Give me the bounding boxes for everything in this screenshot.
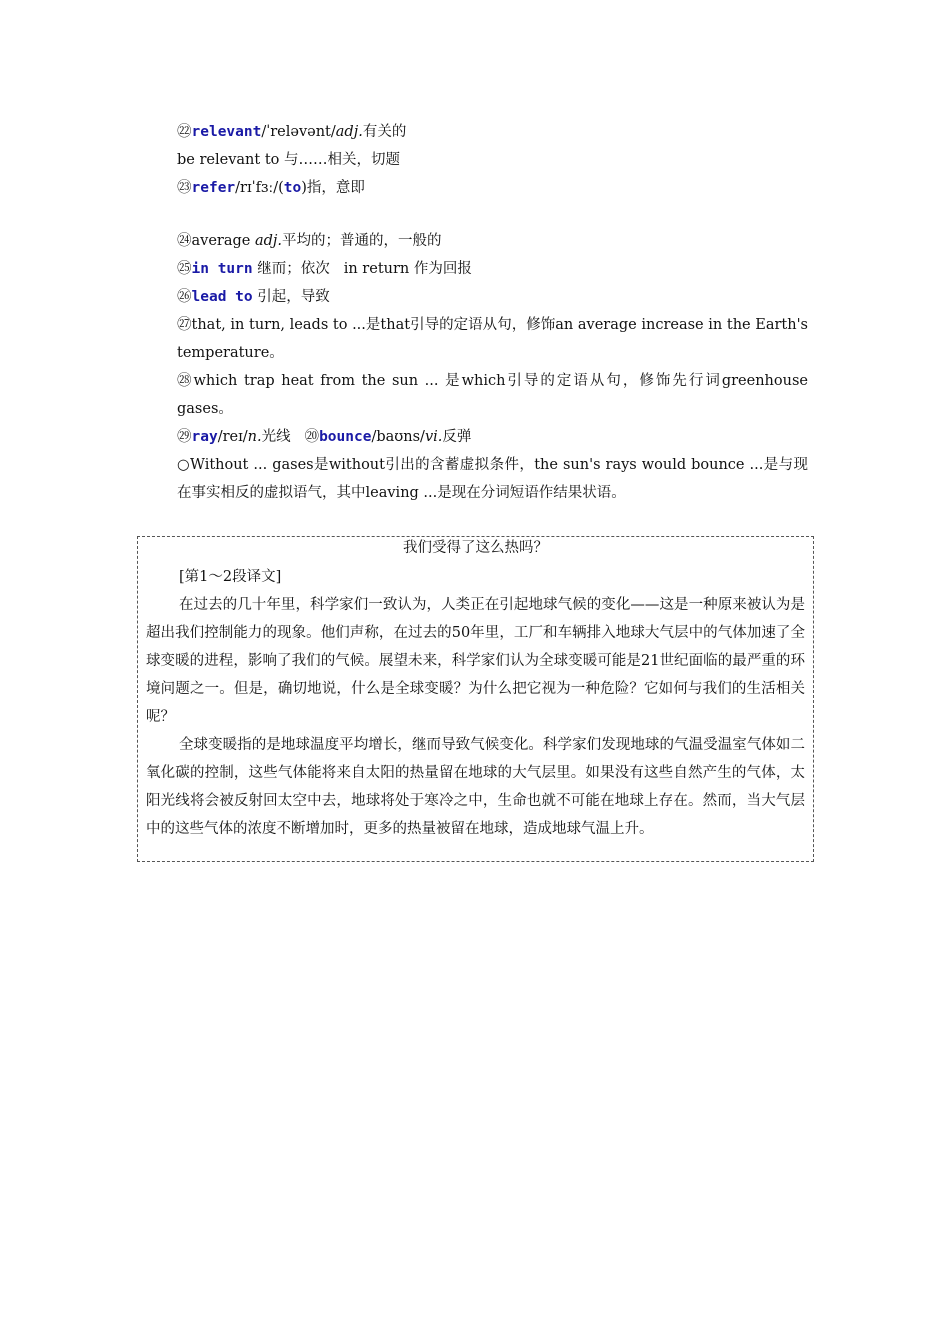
translation-title: 我们受得了这么热吗？ — [403, 540, 548, 556]
phonetic: /ˈreləvənt/ — [261, 124, 336, 140]
definition: 光线 — [261, 429, 291, 445]
note-that-in-turn: ㉗that, in turn, leads to ...是that引导的定语从句，修饰an average increase in the Earth's temperature。 — [177, 317, 808, 361]
definition: 有关的 — [362, 124, 407, 140]
phonetic: /baʊns/ — [371, 429, 425, 445]
keyword-ray: ray — [191, 429, 218, 445]
keyword-in-turn: in turn — [191, 261, 253, 277]
keyword-lead-to: lead to — [191, 289, 253, 305]
definition: 引起，导致 — [252, 289, 330, 305]
note-without-gases: ○Without ... gases是without引出的含蓄虚拟条件，the sun's rays would bounce ...是与现在事实相反的虚拟语气，其中leaving ...是现在分词短语作结果状语。 — [177, 457, 808, 501]
keyword-to: to — [283, 180, 302, 196]
note-lead-to — [144, 283, 808, 311]
part-of-speech: adj. — [254, 233, 283, 249]
note-number: ㉓ — [177, 180, 192, 196]
note-be-relevant-to: be relevant to 与……相关，切题 — [177, 152, 400, 168]
note-average — [144, 227, 808, 255]
note-which-trap-heat: ㉘which trap heat from the sun ... 是which引导的定语从句，修饰先行词greenhouse gases。 — [177, 373, 808, 417]
vocabulary-notes — [144, 118, 808, 507]
keyword-relevant: relevant — [191, 124, 262, 140]
note-number: ㉖ — [177, 289, 192, 305]
definition: 继而；依次 — [252, 261, 330, 277]
definition: )指，意即 — [301, 180, 365, 196]
note-number: ⑳ — [304, 429, 320, 445]
keyword-bounce: bounce — [319, 429, 372, 445]
translation-box — [137, 536, 814, 862]
note-number: ㉙ — [177, 429, 192, 445]
spacer — [144, 202, 808, 227]
part-of-speech: vi. — [424, 429, 443, 445]
note-number: ㉕ — [177, 261, 192, 277]
translation-subtitle: [第1～2段译文] — [179, 569, 282, 585]
part-of-speech: n. — [247, 429, 262, 445]
phonetic: /reɪ/ — [217, 429, 248, 445]
definition-in-return: in return 作为回报 — [343, 261, 472, 277]
definition: 反弹 — [442, 429, 472, 445]
note-ray-bounce — [144, 423, 808, 451]
phonetic: /rɪˈfɜː/( — [235, 180, 284, 196]
word-average: average — [191, 233, 255, 249]
note-number: ㉒ — [177, 124, 192, 140]
definition: 平均的；普通的，一般的 — [282, 233, 442, 249]
note-refer — [144, 174, 808, 202]
note-in-turn — [144, 255, 808, 283]
note-number: ㉔ — [177, 233, 192, 249]
note-relevant — [144, 118, 808, 146]
translation-paragraph-1: 在过去的几十年里，科学家们一致认为，人类正在引起地球气候的变化——这是一种原来被认为是超出我们控制能力的现象。他们声称，在过去的50年里，工厂和车辆排入地球大气层中的气体加速了全球变暖的进程，影响了我们的气候。展望未来，科学家们认为全球变暖可能是21世纪面临的最严重的环境问题之一。但是，确切地说，什么是全球变暖？为什么把它视为一种危险？它如何与我们的生活相关呢？ — [146, 597, 805, 725]
translation-paragraph-2: 全球变暖指的是地球温度平均增长，继而导致气候变化。科学家们发现地球的气温受温室气体如二氧化碳的控制，这些气体能将来自太阳的热量留在地球的大气层里。如果没有这些自然产生的气体，太阳光线将会被反射回太空中去，地球将处于寒冷之中，生命也就不可能在地球上存在。然而，当大气层中的这些气体的浓度不断增加时，更多的热量被留在地球，造成地球气温上升。 — [146, 737, 805, 837]
part-of-speech: adj. — [335, 124, 363, 140]
keyword-refer: refer — [191, 180, 236, 196]
